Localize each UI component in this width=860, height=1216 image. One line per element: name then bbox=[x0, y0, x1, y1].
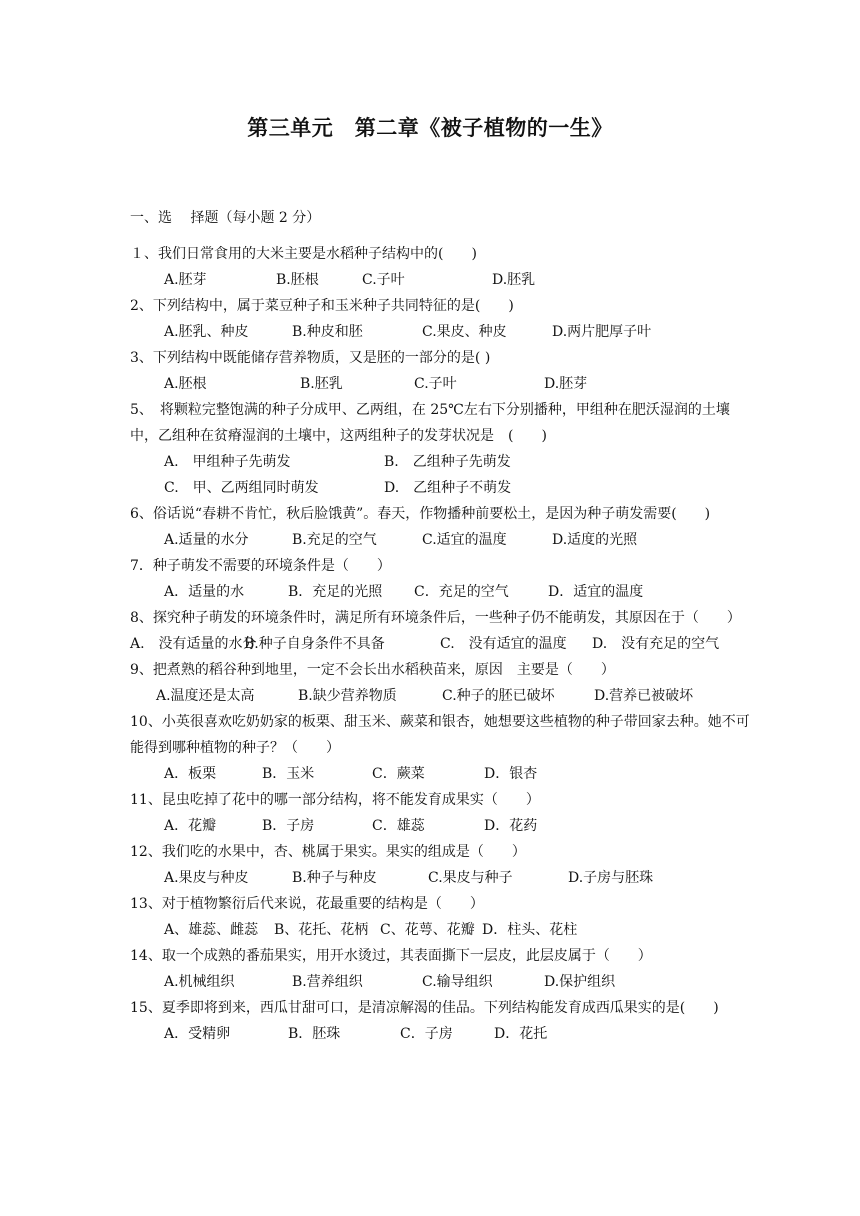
answer-option: C．充足的空气 bbox=[414, 584, 509, 600]
options-row bbox=[164, 761, 750, 787]
answer-option: B.营养组织 bbox=[292, 974, 363, 990]
answer-option: B．胚珠 bbox=[288, 1026, 341, 1042]
options-row bbox=[164, 475, 750, 501]
answer-option: C．蕨菜 bbox=[372, 766, 425, 782]
answer-option: D. 没有充足的空气 bbox=[592, 636, 720, 652]
question-stem: １、我们日常食用的大米主要是水稻种子结构中的( ) bbox=[130, 246, 477, 262]
answer-option: A.胚芽 bbox=[164, 272, 207, 288]
answer-option: D.营养已被破坏 bbox=[594, 688, 694, 704]
question-item bbox=[130, 605, 750, 657]
question-stem: 5、 将颗粒完整饱满的种子分成甲、乙两组，在 25℃左右下分别播种，甲组种在肥沃湿润的土壤中，乙组种在贫瘠湿润的土壤中，这两组种子的发芽状况是 ( ) bbox=[130, 402, 730, 444]
answer-option: B.胚乳 bbox=[300, 376, 343, 392]
answer-option: A. 没有适量的水分 bbox=[130, 636, 257, 652]
options-row bbox=[156, 683, 750, 709]
answer-option: A、雄蕊、雌蕊 bbox=[164, 922, 259, 938]
question-item bbox=[130, 995, 750, 1047]
answer-option: C.适宜的温度 bbox=[422, 532, 507, 548]
answer-option: A．板栗 bbox=[164, 766, 217, 782]
answer-option: C．雄蕊 bbox=[372, 818, 425, 834]
answer-option: A．受精卵 bbox=[164, 1026, 231, 1042]
answer-option: C. 甲、乙两组同时萌发 bbox=[164, 480, 319, 496]
answer-option: C.子叶 bbox=[414, 376, 457, 392]
question-item bbox=[130, 553, 750, 605]
options-row bbox=[164, 579, 750, 605]
question-stem: 7．种子萌发不需要的环境条件是（ ） bbox=[130, 558, 391, 574]
question-stem: 12、我们吃的水果中，杏、桃属于果实。果实的组成是（ ） bbox=[130, 844, 526, 860]
question-item bbox=[130, 293, 750, 345]
options-row bbox=[164, 371, 750, 397]
answer-option: A. 甲组种子先萌发 bbox=[164, 454, 291, 470]
options-row bbox=[130, 631, 750, 657]
question-stem: 11、昆虫吃掉了花中的哪一部分结构，将不能发育成果实（ ） bbox=[130, 792, 540, 808]
options-row bbox=[164, 917, 750, 943]
answer-option: D.两片肥厚子叶 bbox=[552, 324, 652, 340]
question-item bbox=[130, 501, 750, 553]
answer-option: B.种皮和胚 bbox=[292, 324, 363, 340]
question-item bbox=[130, 345, 750, 397]
question-item bbox=[130, 397, 750, 501]
options-row bbox=[164, 865, 750, 891]
question-stem: 6、俗话说“春耕不肯忙，秋后脸饿黄”。春天，作物播种前要松土，是因为种子萌发需要( ) bbox=[130, 506, 711, 522]
answer-option: D．银杏 bbox=[484, 766, 538, 782]
answer-option: D.胚芽 bbox=[544, 376, 588, 392]
answer-option: A.适量的水分 bbox=[164, 532, 249, 548]
answer-option: B. 乙组种子先萌发 bbox=[384, 454, 511, 470]
answer-option: D. 乙组种子不萌发 bbox=[384, 480, 512, 496]
section-heading: 一、选 择题（每小题 2 分） bbox=[130, 210, 321, 226]
options-row bbox=[164, 449, 750, 475]
answer-option: B．玉米 bbox=[262, 766, 315, 782]
answer-option: D．花药 bbox=[484, 818, 538, 834]
answer-option: C.果皮、种皮 bbox=[422, 324, 507, 340]
answer-option: A．花瓣 bbox=[164, 818, 217, 834]
question-item bbox=[130, 787, 750, 839]
question-item bbox=[130, 657, 750, 709]
answer-option: C.种子的胚已破坏 bbox=[442, 688, 555, 704]
answer-option: D.胚乳 bbox=[492, 272, 536, 288]
question-stem: 3、下列结构中既能储存营养物质，又是胚的一部分的是( ) bbox=[130, 350, 491, 366]
answer-option: A.胚乳、种皮 bbox=[164, 324, 249, 340]
options-row bbox=[164, 813, 750, 839]
answer-option: D．花托 bbox=[494, 1026, 548, 1042]
question-stem: 8、探究种子萌发的环境条件时，满足所有环境条件后，一些种子仍不能萌发，其原因在于（ ） bbox=[130, 610, 741, 626]
answer-option: D.子房与胚珠 bbox=[568, 870, 654, 886]
answer-option: C.输导组织 bbox=[422, 974, 493, 990]
question-item bbox=[130, 943, 750, 995]
question-item bbox=[130, 709, 750, 787]
options-row bbox=[164, 1021, 750, 1047]
answer-option: A.果皮与种皮 bbox=[164, 870, 249, 886]
answer-option: D.保护组织 bbox=[544, 974, 616, 990]
answer-option: B．充足的光照 bbox=[288, 584, 383, 600]
answer-option: A．适量的水 bbox=[164, 584, 245, 600]
options-row bbox=[164, 527, 750, 553]
question-item bbox=[130, 241, 750, 293]
question-stem: 15、夏季即将到来，西瓜甘甜可口，是清凉解渴的佳品。下列结构能发育成西瓜果实的是( ) bbox=[130, 1000, 719, 1016]
answer-option: D．适宜的温度 bbox=[548, 584, 644, 600]
answer-option: B.胚根 bbox=[276, 272, 319, 288]
answer-option: D．柱头、花柱 bbox=[482, 922, 578, 938]
answer-option: C.子叶 bbox=[362, 272, 405, 288]
answer-option: B.种子自身条件不具备 bbox=[244, 636, 385, 652]
question-stem: 2、下列结构中，属于菜豆种子和玉米种子共同特征的是( ) bbox=[130, 298, 514, 314]
answer-option: B．子房 bbox=[262, 818, 315, 834]
answer-option: B.充足的空气 bbox=[292, 532, 377, 548]
answer-option: A.机械组织 bbox=[164, 974, 235, 990]
answer-option: A.胚根 bbox=[164, 376, 207, 392]
options-row bbox=[164, 267, 750, 293]
answer-option: B.缺少营养物质 bbox=[298, 688, 397, 704]
answer-option: B.种子与种皮 bbox=[292, 870, 377, 886]
question-stem: 9、把煮熟的稻谷种到地里，一定不会长出水稻秧苗来，原因 主要是（ ） bbox=[130, 662, 615, 678]
answer-option: C.果皮与种子 bbox=[428, 870, 513, 886]
answer-option: C、花萼、花瓣 bbox=[380, 922, 475, 938]
answer-option: C. 没有适宜的温度 bbox=[440, 636, 567, 652]
question-item bbox=[130, 839, 750, 891]
options-row bbox=[164, 969, 750, 995]
question-list bbox=[130, 241, 750, 1047]
answer-option: A.温度还是太高 bbox=[156, 688, 255, 704]
question-stem: 14、取一个成熟的番茄果实，用开水烫过，其表面撕下一层皮，此层皮属于（ ） bbox=[130, 948, 652, 964]
question-item bbox=[130, 891, 750, 943]
answer-option: D.适度的光照 bbox=[552, 532, 638, 548]
page-title: 第三单元 第二章《被子植物的一生》 bbox=[247, 116, 613, 140]
answer-option: C．子房 bbox=[400, 1026, 453, 1042]
question-stem: 13、对于植物繁衍后代来说，花最重要的结构是（ ） bbox=[130, 896, 484, 912]
answer-option: B、花托、花柄 bbox=[274, 922, 369, 938]
question-stem: 10、小英很喜欢吃奶奶家的板栗、甜玉米、蕨菜和银杏，她想要这些植物的种子带回家去种。她不可能得到哪种植物的种子？（ ） bbox=[130, 714, 750, 756]
options-row bbox=[164, 319, 750, 345]
